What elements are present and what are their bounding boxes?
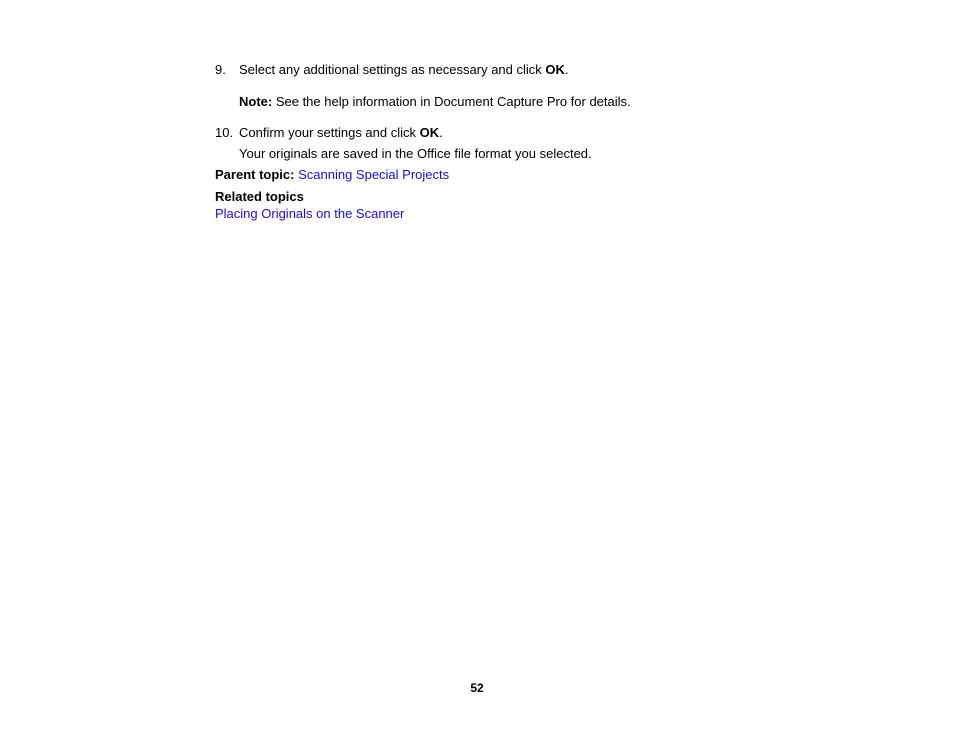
step-text: Confirm your settings and click [239,125,420,140]
related-topics-heading: Related topics [215,189,304,204]
step-text: Select any additional settings as necessary and click [239,62,546,77]
step-number: 9. [215,62,226,77]
note-label: Note: [239,94,273,109]
step-10 [215,125,233,141]
result-text: Your originals are saved in the Office file format you selected. [239,146,592,161]
ok-label: OK [545,62,565,77]
step-9 [215,62,226,78]
parent-topic-link[interactable]: Scanning Special Projects [298,167,450,182]
related-topics-list [215,206,404,222]
ok-label: OK [419,125,440,140]
step-9-text: Select any additional settings as necessary and click OK. [239,62,569,77]
parent-topic [215,167,449,183]
note [239,94,631,110]
step-number: 10. [215,125,234,140]
related-topic-link[interactable]: Placing Originals on the Scanner [215,206,405,221]
page-number: 52 [470,681,484,695]
parent-topic-label: Parent topic: [215,167,295,182]
note-text: See the help information in Document Capture Pro for details. [272,94,631,109]
step-10-text: Confirm your settings and click OK. [239,125,443,140]
